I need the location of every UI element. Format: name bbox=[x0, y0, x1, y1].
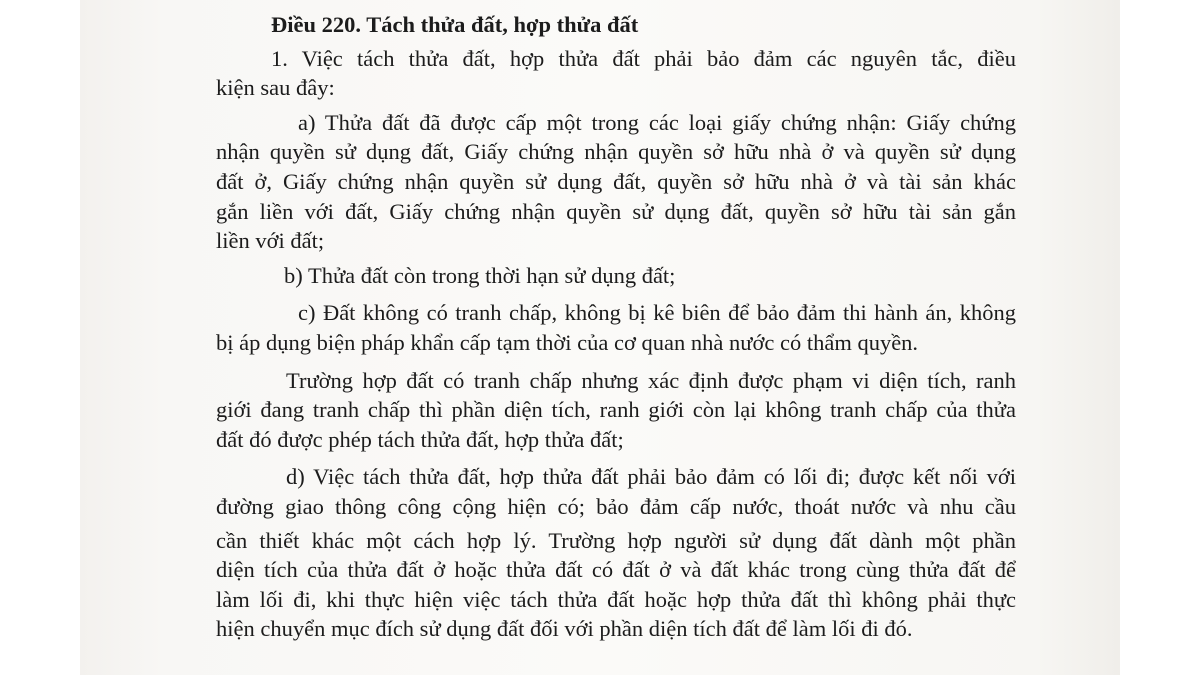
point-a-line: đất ở, Giấy chứng nhận quyền sử dụng đất, quyền sở hữu nhà ở và tài sản khác bbox=[216, 168, 1016, 194]
point-d-line: d) Việc tách thửa đất, hợp thửa đất phải bảo đảm có lối đi; được kết nối với bbox=[286, 464, 1016, 490]
dispute-case-line: Trường hợp đất có tranh chấp nhưng xác định được phạm vi diện tích, ranh bbox=[286, 367, 1016, 393]
point-d-line: hiện chuyển mục đích sử dụng đất đối với phần diện tích đất để làm lối đi đó. bbox=[216, 616, 913, 642]
clause-1-line: 1. Việc tách thửa đất, hợp thửa đất phải bảo đảm các nguyên tắc, điều bbox=[271, 45, 1016, 71]
point-a bbox=[216, 108, 1016, 256]
point-c bbox=[216, 298, 1016, 357]
dispute-case-line: đất đó được phép tách thửa đất, hợp thửa đất; bbox=[216, 426, 624, 452]
legal-document bbox=[216, 10, 1016, 644]
point-d-line: đường giao thông công cộng hiện có; bảo đảm cấp nước, thoát nước và nhu cầu bbox=[216, 493, 1016, 519]
point-d-line: làm lối đi, khi thực hiện việc tách thửa đất hoặc hợp thửa đất thì không phải thực bbox=[216, 586, 1016, 612]
point-a-line: liền với đất; bbox=[216, 228, 325, 254]
point-c-line: c) Đất không có tranh chấp, không bị kê biên để bảo đảm thi hành án, không bbox=[298, 300, 1016, 326]
point-d-line: diện tích của thửa đất ở hoặc thửa đất có đất ở và đất khác trong cùng thửa đất để bbox=[216, 557, 1016, 583]
dispute-case bbox=[216, 366, 1016, 455]
point-c-line: bị áp dụng biện pháp khẩn cấp tạm thời của cơ quan nhà nước có thẩm quyền. bbox=[216, 329, 919, 355]
point-b bbox=[216, 261, 1016, 291]
point-a-line: a) Thửa đất đã được cấp một trong các loại giấy chứng nhận: Giấy chứng bbox=[298, 109, 1016, 135]
point-a-line: gắn liền với đất, Giấy chứng nhận quyền sử dụng đất, quyền sở hữu tài sản gắn bbox=[216, 198, 1016, 224]
point-b-line: b) Thửa đất còn trong thời hạn sử dụng đất; bbox=[284, 262, 676, 288]
clause-1 bbox=[216, 44, 1016, 103]
article-title: Điều 220. Tách thửa đất, hợp thửa đất bbox=[271, 12, 639, 37]
dispute-case-line: giới đang tranh chấp thì phần diện tích, ranh giới còn lại không tranh chấp của thửa bbox=[216, 397, 1016, 423]
point-a-line: nhận quyền sử dụng đất, Giấy chứng nhận quyền sở hữu nhà ở và quyền sử dụng bbox=[216, 139, 1016, 165]
clause-1-line: kiện sau đây: bbox=[216, 75, 335, 101]
point-d bbox=[216, 462, 1016, 644]
point-d-line: cần thiết khác một cách hợp lý. Trường hợp người sử dụng đất dành một phần bbox=[216, 527, 1016, 553]
